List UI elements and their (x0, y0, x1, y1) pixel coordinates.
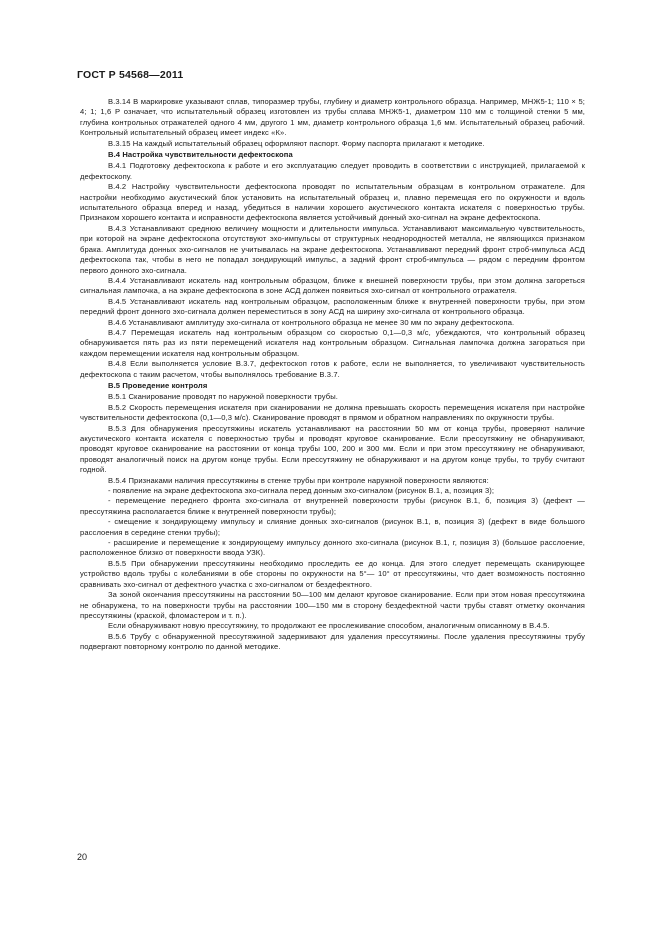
paragraph: В.4.4 Устанавливают искатель над контрольным образцом, ближе к внешней поверхности трубы, при этом должна загореться сигнальная лампочка, а на экране дефектоскопа в зоне АСД должен появиться эхо-сигнал от контрольного отражателя. (80, 275, 585, 296)
section-heading: В.4 Настройка чувствительности дефектоскопа (108, 150, 293, 160)
paragraph: В.5.4 Признаками наличия прессутяжины в стенке трубы при контроле наружной поверхности являются: (108, 475, 489, 485)
paragraph: В.5.6 Трубу с обнаруженной прессутяжиной задерживают для удаления прессутяжины. После удаления прессутяжины трубу подвергают повторному контролю по данной методике. (80, 631, 585, 652)
paragraph: - появление на экране дефектоскопа эхо-сигнала перед донным эхо-сигналом (рисунок В.1, а, позиция 3); (108, 486, 495, 496)
paragraph: В.4.1 Подготовку дефектоскопа к работе и его эксплуатацию следует проводить в соответствии с инструкцией, прилагаемой к дефектоскопу. (80, 161, 585, 181)
document-body (80, 97, 585, 653)
paragraph: В.3.15 На каждый испытательный образец оформляют паспорт. Форму паспорта прилагают к методике. (108, 138, 485, 148)
paragraph: - расширение и перемещение к зондирующему импульсу донного эхо-сигнала (рисунок В.1, г, позиция 3) (большое расслоение, расположенное близко от поверхности ввода УЗК). (80, 538, 585, 558)
paragraph: В.3.14 В маркировке указывают сплав, типоразмер трубы, глубину и диаметр контрольного образца. Например, МНЖ5-1; 110 × 5; 4; 1; 1,6 Р означает, что испытательный образец изготовлен из трубы сплава МНЖ5-1, диаметром 110 мм с толщиной стенки 5 мм, глубина контрольных отражателей одного 4 мм, другого 1 мм, диаметр контрольного образца 1,6 мм. Испытательный образец рабочий. Контрольный испытательный образец имеет индекс «К». (80, 97, 585, 138)
section-heading: В.5 Проведение контроля (108, 380, 208, 390)
document-header: ГОСТ Р 54568—2011 (77, 69, 184, 81)
paragraph: - смещение к зондирующему импульсу и слияние донных эхо-сигналов (рисунок В.1, в, позиция 3) (дефект в виде большого расслоения в середине стенки трубы); (80, 517, 585, 537)
page-number: 20 (77, 852, 88, 862)
paragraph: В.5.3 Для обнаружения прессутяжины искатель устанавливают на расстоянии 50 мм от конца трубы, проверяют наличие акустического контакта искателя с поверхностью трубы и проводят круговое сканирование. Если прессутяжину не обнаруживают, проводят круговое сканирование на расстоянии от конца трубы 100, 200 и 300 мм. Если и при этом прессутяжину не обнаруживают, проводят аналогичный поиск на другом конце трубы. Если прессутяжину не обнаруживают и на другом конце трубы, то трубу считают годной. (80, 423, 585, 475)
paragraph: - перемещение переднего фронта эхо-сигнала от внутренней поверхности трубы (рисунок В.1, б, позиция 3) (дефект — прессутяжина располагается ближе к внутренней поверхности трубы); (80, 496, 585, 516)
paragraph: В.5.2 Скорость перемещения искателя при сканировании не должна превышать скорость перемещения искателя при настройке чувствительности дефектоскопа (0,1—0,3 м/с). Сканирование проводят в прямом и обратном направлениях по окружности трубы. (80, 402, 585, 423)
paragraph: Если обнаруживают новую прессутяжину, то продолжают ее прослеживание способом, аналогичным описанному в В.4.5. (108, 621, 550, 631)
paragraph: В.4.5 Устанавливают искатель над контрольным образцом, расположенным ближе к внутренней поверхности трубы, при этом передний фронт донного эхо-сигнала должен переместиться в зону АСД на ширину эхо-сигнала от контрольного образца. (80, 296, 585, 317)
paragraph: В.4.2 Настройку чувствительности дефектоскопа проводят по испытательным образцам в контрольном отражателе. Для настройки необходимо акустический блок установить на испытательный образец и, плавно перемещая его по окружности и вдоль испытательного образца вперед и назад, убедиться в наличии хорошего акустического контакта искателя с поверхностью трубы. Признаком хорошего контакта и исправности дефектоскопа является устойчивый донный эхо-сигнал на экране дефектоскопа. (80, 182, 585, 223)
paragraph: За зоной окончания прессутяжины на расстоянии 50—100 мм делают круговое сканирование. Если при этом новая прессутяжина не обнаружена, то на поверхности трубы на расстоянии 100—150 мм в сторону бездефектной части трубы ставят отметку окончания прессутяжины (краской, фломастером и т. п.). (80, 590, 585, 620)
paragraph: В.5.1 Сканирование проводят по наружной поверхности трубы. (108, 392, 338, 402)
paragraph: В.4.7 Перемещая искатель над контрольным образцом со скоростью 0,1—0,3 м/с, убеждаются, что контрольный образец обнаруживается пять раз из пяти перемещений искателя над контрольным образцом. Сигнальная лампочка должна загораться при каждом перемещении искателя над контрольным образцом. (80, 327, 585, 358)
paragraph: В.5.5 При обнаружении прессутяжины необходимо проследить ее до конца. Для этого следует перемещать сканирующее устройство вдоль трубы с колебаниями в обе стороны по окружности на 5°— 10° от прессутяжины, что дает возможность постоянно сравнивать эхо-сигнал от дефектного участка с эхо-сигналом от бездефектного. (80, 558, 585, 589)
paragraph: В.4.6 Устанавливают амплитуду эхо-сигнала от контрольного образца не менее 30 мм по экрану дефектоскопа. (108, 317, 515, 327)
paragraph: В.4.3 Устанавливают среднюю величину мощности и длительности импульса. Устанавливают максимальную чувствительность, при которой на экране дефектоскопа отсутствуют эхо-импульсы от структурных неоднородностей металла, не являющихся признаком брака. Амплитуда донных эхо-сигналов не учитывалась на экране дефектоскопа. Устанавливают передний фронт строб-импульса АСД дефектоскопа так, чтобы в него не попадал зондирующий импульс, а задний фронт строб-импульса — рядом с передним фронтом первого донного эхо-сигнала. (80, 223, 585, 275)
paragraph: В.4.8 Если выполняется условие В.3.7, дефектоскоп готов к работе, если не выполняется, то увеличивают чувствительность дефектоскопа с таким расчетом, чтобы выполнялось требование В.3.7. (80, 359, 585, 379)
